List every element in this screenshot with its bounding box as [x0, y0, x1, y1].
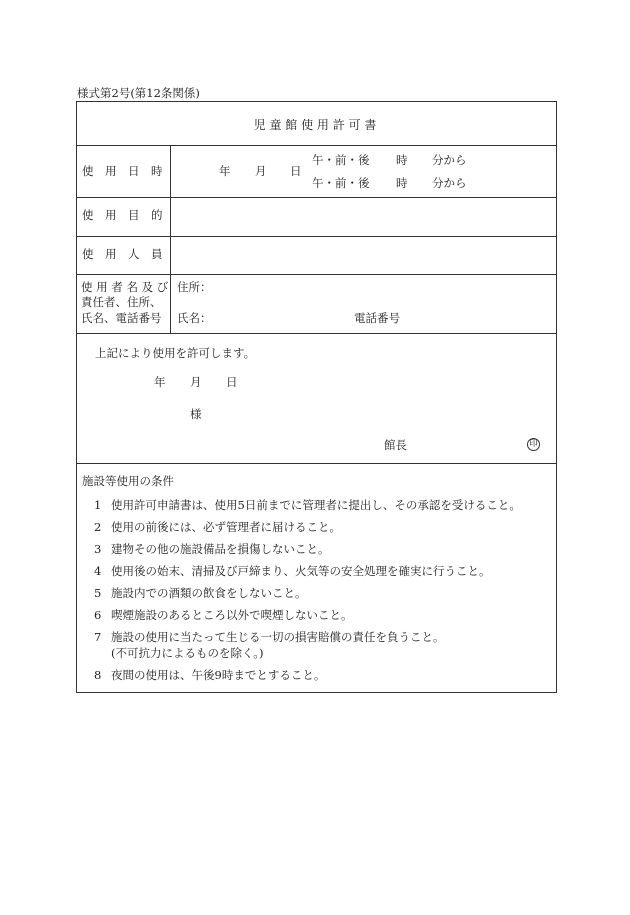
people-label: 使 用 人 員 [82, 247, 163, 261]
date-month: 月 [255, 164, 267, 178]
rule-title-bottom [76, 145, 557, 146]
condition-text-7-note: (不可抗力によるものを除く。) [111, 646, 264, 660]
condition-number-5: 5 [94, 586, 102, 600]
rule-purpose-bottom [76, 236, 557, 237]
start-ampm: 午・前・後 [312, 153, 370, 167]
form-title: 児 童 館 使 用 許 可 書 [253, 118, 377, 132]
approval-year: 年 [154, 375, 166, 389]
rule-date-bottom [76, 197, 557, 198]
rule-approval-bottom [76, 463, 557, 464]
purpose-label: 使 用 目 的 [82, 208, 163, 222]
user-label-line2: 責任者、住所、 [81, 295, 162, 309]
phone-field-label: 電話番号 [354, 311, 400, 325]
start-hour: 時 [396, 153, 408, 167]
user-label-line1: 使 用 者 名 及 び [81, 280, 169, 294]
end-minute: 分から [432, 176, 467, 190]
seal-icon: 印 [527, 438, 540, 451]
condition-number-1: 1 [94, 498, 102, 512]
condition-number-3: 3 [94, 542, 102, 556]
end-hour: 時 [396, 176, 408, 190]
approval-statement: 上記により使用を許可します。 [95, 346, 256, 360]
condition-text-2: 使用の前後には、必ず管理者に届けること。 [111, 520, 341, 534]
address-field-label: 住所： [177, 280, 212, 294]
condition-number-2: 2 [94, 520, 102, 534]
end-ampm: 午・前・後 [312, 176, 370, 190]
condition-number-6: 6 [94, 608, 102, 622]
condition-text-6: 喫煙施設のあるところ以外で喫煙しないこと。 [111, 608, 353, 622]
director-title: 館長 [384, 438, 407, 452]
condition-text-5: 施設内での酒類の飲食をしないこと。 [111, 586, 307, 600]
condition-number-4: 4 [94, 564, 102, 578]
condition-number-8: 8 [94, 668, 102, 682]
user-label-line3: 氏名、電話番号 [81, 311, 162, 325]
condition-text-7: 施設の使用に当たって生じる一切の損害賠償の責任を負うこと。 [111, 630, 445, 644]
start-minute: 分から [432, 153, 467, 167]
recipient-honorific: 様 [190, 407, 202, 421]
approval-month: 月 [190, 375, 202, 389]
form-number: 様式第2号(第12条関係) [77, 86, 200, 100]
label-column-divider [170, 145, 171, 333]
condition-text-1: 使用許可申請書は、使用5日前までに管理者に提出し、その承認を受けること。 [111, 498, 521, 512]
rule-people-bottom [76, 274, 557, 275]
date-year: 年 [219, 164, 231, 178]
condition-text-3: 建物その他の施設備品を損傷しないこと。 [111, 542, 330, 556]
date-day: 日 [290, 164, 302, 178]
condition-text-4: 使用後の始末、清掃及び戸締まり、火気等の安全処理を確実に行うこと。 [111, 564, 491, 578]
name-field-label: 氏名： [177, 311, 212, 325]
conditions-heading: 施設等使用の条件 [82, 474, 174, 488]
date-label: 使 用 日 時 [82, 164, 163, 178]
condition-number-7: 7 [94, 630, 102, 644]
approval-day: 日 [226, 375, 238, 389]
condition-text-8: 夜間の使用は、午後9時までとすること。 [111, 668, 326, 682]
rule-user-bottom [76, 333, 557, 334]
